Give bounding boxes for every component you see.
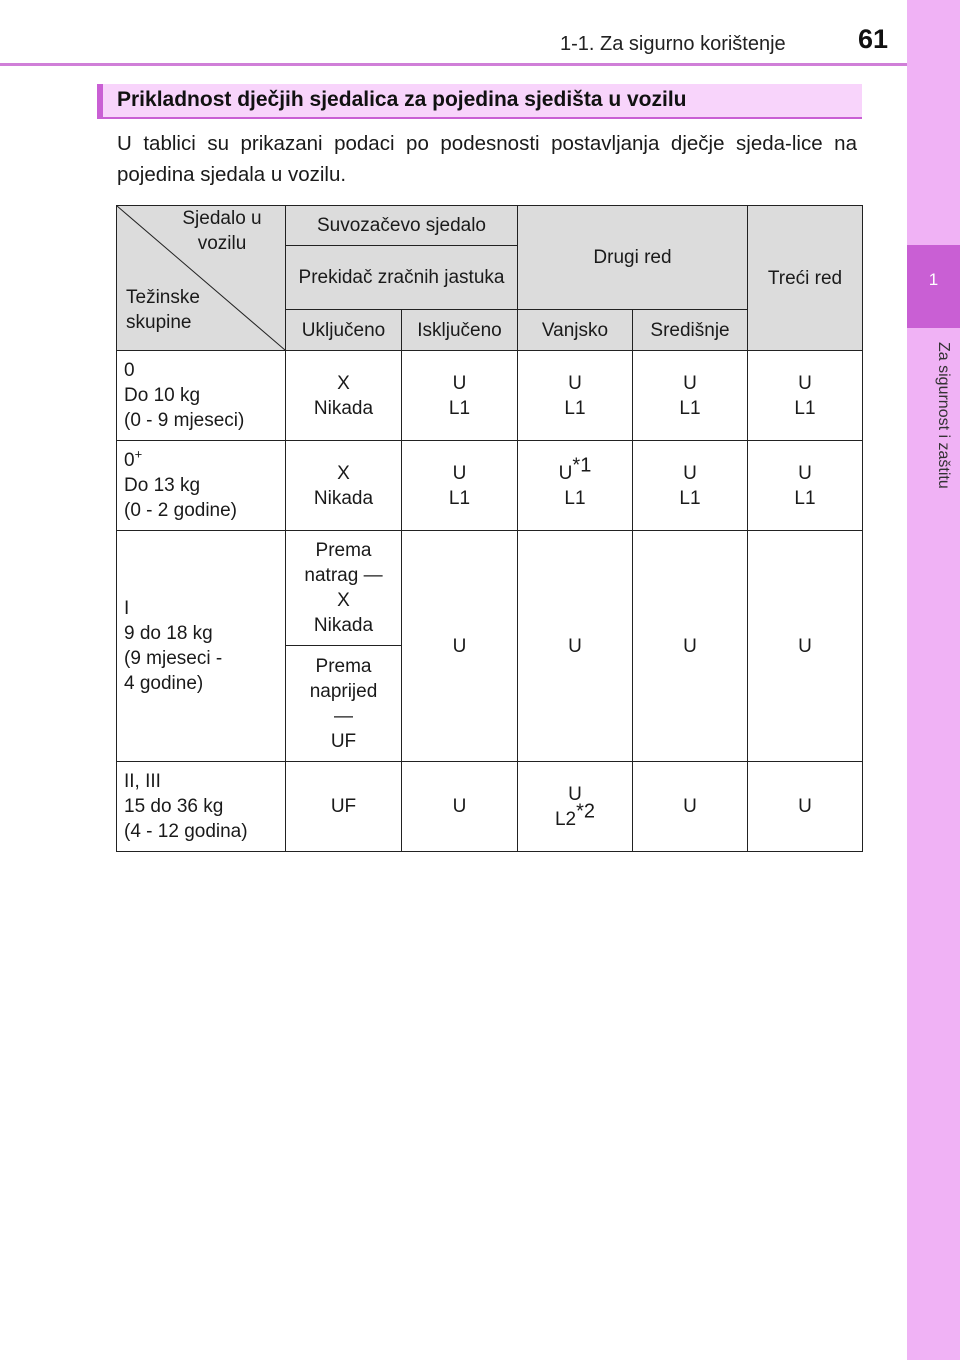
- cell-switch-off: U L1: [402, 351, 518, 441]
- cell-center: U L1: [633, 441, 748, 531]
- cell-outer: $U^{*1}$ L1: [518, 441, 633, 531]
- cell-third-row: U: [748, 762, 863, 852]
- page-number: 61: [858, 24, 889, 54]
- col-switch-on: Uključeno: [286, 310, 402, 351]
- table-row: [117, 531, 863, 646]
- weight-group: I 9 do 18 kg (9 mjeseci - 4 godine): [117, 531, 286, 762]
- cell-switch-off: U: [402, 531, 518, 762]
- cell-outer: U L1: [518, 351, 633, 441]
- cell-third-row: U: [748, 531, 863, 762]
- table-row: [117, 351, 863, 441]
- col-airbag-switch: Prekidač zračnih jastuka: [286, 246, 518, 310]
- cell-switch-on-forward-facing: Prema naprijed — UF: [286, 646, 402, 762]
- table-row: [117, 441, 863, 531]
- cell-switch-on: X Nikada: [286, 441, 402, 531]
- cell-switch-off: U L1: [402, 441, 518, 531]
- col-outer: Vanjsko: [518, 310, 633, 351]
- cell-switch-off: U: [402, 762, 518, 852]
- cell-third-row: U L1: [748, 351, 863, 441]
- intro-paragraph: U tablici su prikazani podaci po podesnosti postavljanja dječje sjeda-lice na pojedina sjedala u vozilu.: [117, 132, 857, 186]
- child-seat-table: [116, 205, 863, 852]
- weight-group: 0 Do 10 kg (0 - 9 mjeseci): [117, 351, 286, 441]
- footnote-mark: *2: [576, 800, 596, 823]
- cell-switch-on: UF: [286, 762, 402, 852]
- col-third-row: Treći red: [748, 206, 863, 351]
- footnote-mark: *1: [572, 454, 592, 477]
- section-title: Prikladnost dječjih sjedalica za pojedina sjedišta u vozilu: [117, 88, 687, 111]
- weight-group: 0+ Do 13 kg (0 - 2 godine): [117, 441, 286, 531]
- cell-center: U L1: [633, 351, 748, 441]
- col-center: Središnje: [633, 310, 748, 351]
- cell-outer: U L2$^{*2}$: [518, 762, 633, 852]
- col-passenger-seat: Suvozačevo sjedalo: [286, 206, 518, 246]
- weight-group: II, III 15 do 36 kg (4 - 12 godina): [117, 762, 286, 852]
- chapter-sidebar: [907, 0, 960, 1360]
- table-corner-cell: [117, 206, 286, 351]
- chapter-label: Za sigurnost i zaštitu: [935, 342, 952, 489]
- chapter-number: 1: [928, 270, 939, 289]
- cell-third-row: U L1: [748, 441, 863, 531]
- header-rule: [0, 63, 907, 66]
- corner-weight-label: Težinske skupine: [126, 287, 200, 333]
- corner-seat-label: Sjedalo u vozilu: [182, 208, 262, 254]
- table-row: [117, 762, 863, 852]
- header-title: 1-1. Za sigurno korištenje: [560, 33, 786, 55]
- cell-switch-on: X Nikada: [286, 351, 402, 441]
- col-second-row: Drugi red: [518, 206, 748, 310]
- cell-outer: U: [518, 531, 633, 762]
- cell-center: U: [633, 531, 748, 762]
- col-switch-off: Isključeno: [402, 310, 518, 351]
- cell-switch-on-rear-facing: Prema natrag — X Nikada: [286, 531, 402, 646]
- cell-center: U: [633, 762, 748, 852]
